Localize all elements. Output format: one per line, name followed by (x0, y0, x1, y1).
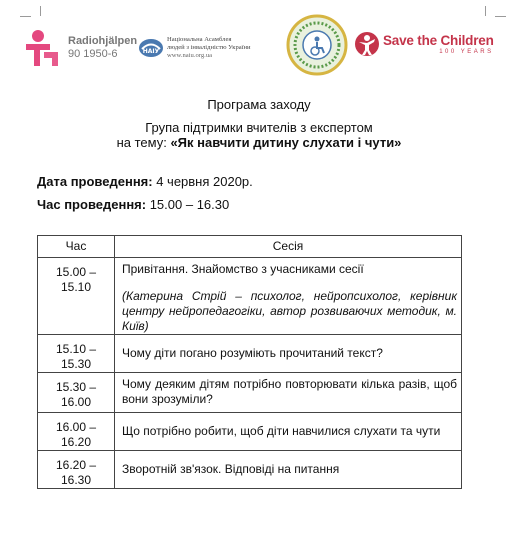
program-table (37, 235, 462, 489)
time-cell: 16.00 – 16.20 (38, 413, 115, 451)
session-cell: Що потрібно робити, щоб діти навчилися слухати та чути (115, 413, 462, 451)
header-session: Сесія (115, 236, 462, 258)
assembly-line2: людей з інвалідністю України (167, 44, 251, 51)
date-value: 4 червня 2020р. (152, 174, 253, 189)
session-cell: Чому діти погано розуміють прочитаний текст? (115, 335, 462, 373)
assembly-logo (138, 36, 251, 60)
logo-row (0, 14, 518, 76)
program-title: Програма заходу (207, 97, 311, 112)
speaker-note: (Катерина Стрій – психолог, нейропсихолог, керівник центру нейропедагогіки, автор розвиваючих методик, м. Київ) (122, 289, 457, 333)
table-row (38, 258, 462, 335)
assembly-line1: Національна Асамблея (167, 36, 232, 43)
session-cell (115, 258, 462, 335)
program-topic (0, 135, 518, 150)
date-label: Дата проведення: (37, 174, 153, 189)
ministry-seal-logo (286, 14, 348, 81)
session-cell: Зворотній зв'язок. Відповіді на питання (115, 451, 462, 489)
table-row (38, 335, 462, 373)
program-subtitle: Група підтримки вчителів з експертом (145, 120, 373, 135)
radiohjalpen-name: Radiohjälpen (68, 35, 138, 47)
radiohjalpen-icon (24, 28, 64, 68)
table-header-row (38, 236, 462, 258)
header-time: Час (38, 236, 115, 258)
seal-emblem-icon (286, 14, 348, 76)
session-text: Привітання. Знайомство з учасниками сесії (122, 262, 364, 276)
radiohjalpen-number: 90 1950-6 (68, 48, 118, 60)
session-cell: Чому деяким дітям потрібно повторювати кілька разів, щоб вони зрозуміли? (115, 373, 462, 413)
assembly-url: www.naiu.org.ua (167, 52, 213, 59)
table-row (38, 373, 462, 413)
assembly-emblem-icon (138, 37, 164, 59)
event-time (37, 197, 229, 212)
time-cell: 15.30 – 16.00 (38, 373, 115, 413)
topic-prefix: на тему: (116, 135, 171, 150)
svg-text:НАІУ: НАІУ (142, 48, 160, 55)
save-the-children-icon (354, 30, 380, 58)
time-value: 15.00 – 16.30 (146, 197, 230, 212)
save-the-children-logo (354, 30, 494, 58)
event-date (37, 174, 253, 189)
radiohjalpen-logo (24, 28, 137, 68)
time-cell: 15.00 – 15.10 (38, 258, 115, 335)
time-cell: 15.10 – 15.30 (38, 335, 115, 373)
topic-text: «Як навчити дитину слухати і чути» (170, 135, 402, 150)
table-row (38, 413, 462, 451)
table-row (38, 451, 462, 489)
time-cell: 16.20 – 16.30 (38, 451, 115, 489)
save-the-children-years: 100 YEARS (439, 49, 494, 55)
time-label: Час проведення: (37, 197, 147, 212)
save-the-children-name: Save the Children (383, 33, 494, 48)
